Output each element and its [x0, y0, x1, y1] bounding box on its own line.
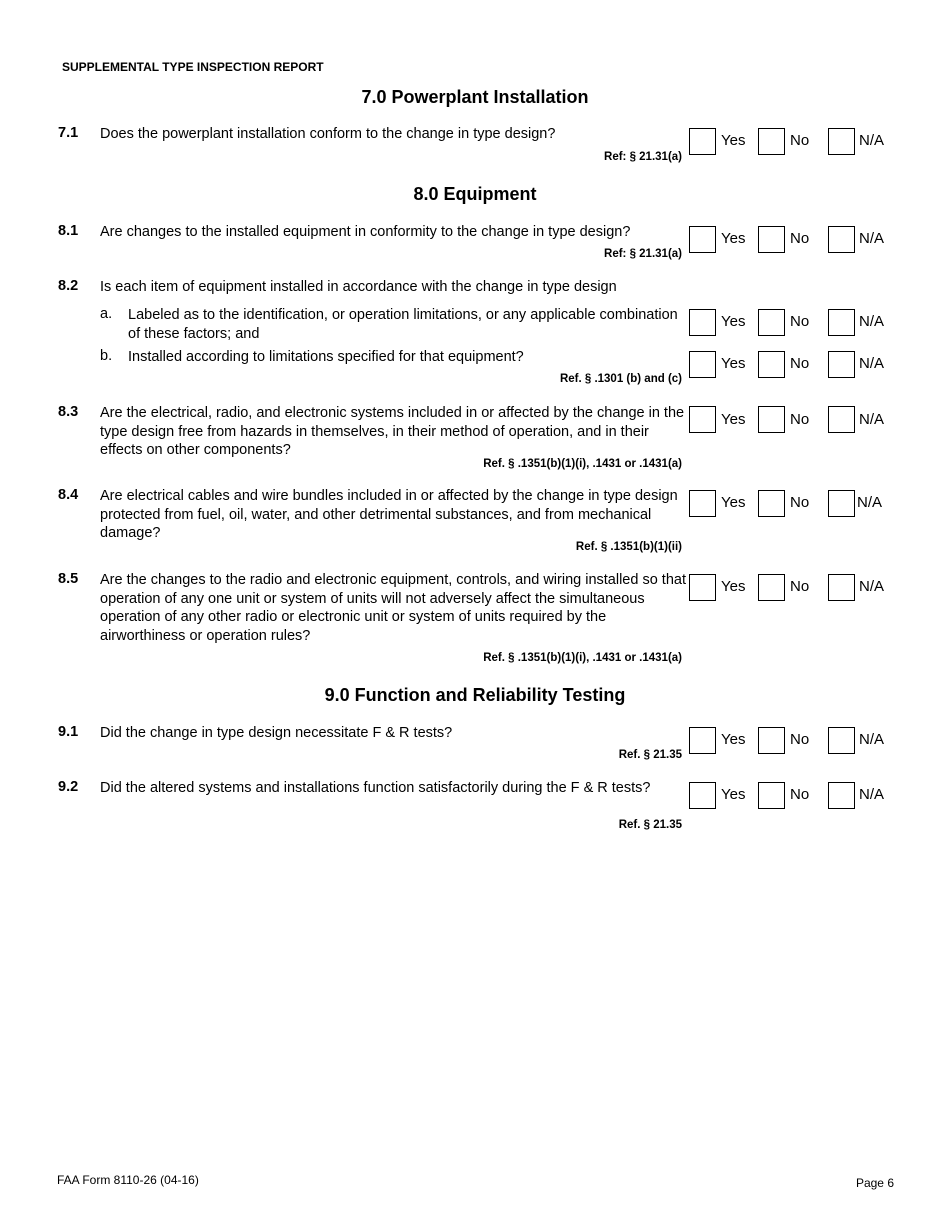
question-text-9-2: Did the altered systems and installations function satisfactorily during the F & R tests?	[100, 780, 651, 796]
reference-7-1: Ref: § 21.31(a)	[604, 151, 682, 163]
reference-9-2: Ref. § 21.35	[618, 819, 682, 831]
question-text-8-4: Are electrical cables and wire bundles included in or affected by the change in type design protected from fuel, oil, water, and other detrimental substances, and from mechanical damage?	[100, 488, 678, 542]
form-title: SUPPLEMENTAL TYPE INSPECTION REPORT	[62, 60, 324, 74]
label-7-1-yes: Yes	[721, 132, 746, 149]
checkbox-8-2-a-yes[interactable]	[689, 309, 716, 336]
checkbox-8-5-yes[interactable]	[689, 574, 716, 601]
label-9-1-no: No	[790, 731, 810, 748]
reference-9-1: Ref. § 21.35	[618, 749, 682, 761]
checkbox-8-2-b-yes[interactable]	[689, 351, 716, 378]
label-8-1-yes: Yes	[721, 230, 746, 247]
label-8-5-no: No	[790, 578, 810, 595]
reference-8-4: Ref. § .1351(b)(1)(ii)	[575, 541, 682, 553]
checkbox-8-2-b-na[interactable]	[828, 351, 855, 378]
label-8-1-no: No	[790, 230, 810, 247]
checkbox-8-4-yes[interactable]	[689, 490, 716, 517]
checkbox-8-4-no[interactable]	[758, 490, 785, 517]
checkbox-9-2-no[interactable]	[758, 782, 785, 809]
label-7-1-na: N/A	[859, 132, 885, 149]
label-8-4-no: No	[790, 494, 810, 511]
checkbox-8-1-no[interactable]	[758, 226, 785, 253]
checkbox-8-2-a-na[interactable]	[828, 309, 855, 336]
question-number-8-5: 8.5	[58, 571, 79, 587]
question-number-7-1: 7.1	[58, 125, 79, 141]
checkbox-7-1-no[interactable]	[758, 128, 785, 155]
label-8-1-na: N/A	[859, 230, 885, 247]
label-8-2-a-na: N/A	[859, 313, 885, 330]
checkbox-8-1-yes[interactable]	[689, 226, 716, 253]
checkbox-9-1-na[interactable]	[828, 727, 855, 754]
reference-8-5: Ref. § .1351(b)(1)(i), .1431 or .1431(a)	[483, 652, 682, 664]
label-9-2-no: No	[790, 786, 810, 803]
question-text-7-1: Does the powerplant installation conform to the change in type design?	[100, 126, 556, 142]
subitem-text-8-2-a: Labeled as to the identification, or operation limitations, or any applicable combination of these factors; and	[128, 307, 678, 342]
checkbox-9-2-yes[interactable]	[689, 782, 716, 809]
checkbox-7-1-na[interactable]	[828, 128, 855, 155]
checkbox-8-4-na[interactable]	[828, 490, 855, 517]
reference-8-3: Ref. § .1351(b)(1)(i), .1431 or .1431(a)	[483, 458, 682, 470]
subitem-text-8-2-b: Installed according to limitations specified for that equipment?	[128, 349, 524, 365]
label-8-2-b-na: N/A	[859, 355, 885, 372]
label-8-4-na: N/A	[857, 494, 883, 511]
reference-8-2: Ref. § .1301 (b) and (c)	[559, 373, 682, 385]
subitem-letter-8-2-b: b.	[100, 348, 113, 364]
form-number: FAA Form 8110-26 (04-16)	[57, 1173, 199, 1187]
label-9-1-yes: Yes	[721, 731, 746, 748]
checkbox-9-1-yes[interactable]	[689, 727, 716, 754]
checkbox-9-1-no[interactable]	[758, 727, 785, 754]
label-7-1-no: No	[790, 132, 810, 149]
label-9-2-na: N/A	[859, 786, 885, 803]
section-heading-9: 9.0 Function and Reliability Testing	[324, 685, 626, 705]
label-8-2-b-yes: Yes	[721, 355, 746, 372]
checkbox-8-5-na[interactable]	[828, 574, 855, 601]
question-text-8-1: Are changes to the installed equipment in conformity to the change in type design?	[100, 224, 631, 240]
question-number-8-3: 8.3	[58, 404, 79, 420]
checkbox-8-2-a-no[interactable]	[758, 309, 785, 336]
section-heading-7: 7.0 Powerplant Installation	[361, 87, 589, 107]
question-number-9-1: 9.1	[58, 724, 79, 740]
reference-8-1: Ref: § 21.31(a)	[604, 248, 682, 260]
label-8-4-yes: Yes	[721, 494, 746, 511]
question-number-8-4: 8.4	[58, 487, 79, 503]
section-heading-8: 8.0 Equipment	[413, 184, 537, 204]
label-8-5-yes: Yes	[721, 578, 746, 595]
question-number-8-1: 8.1	[58, 223, 79, 239]
question-text-8-5: Are the changes to the radio and electronic equipment, controls, and wiring installed so that operation of any one unit or system of units will not adversely affect the simultaneous operation of any other radio or electronic unit or system of units required by the airworthiness or operation rules?	[100, 572, 686, 644]
checkbox-8-2-b-no[interactable]	[758, 351, 785, 378]
label-9-1-na: N/A	[859, 731, 885, 748]
question-text-8-2: Is each item of equipment installed in accordance with the change in type design	[100, 279, 617, 295]
label-8-2-a-yes: Yes	[721, 313, 746, 330]
label-8-3-yes: Yes	[721, 411, 746, 428]
checkbox-7-1-yes[interactable]	[689, 128, 716, 155]
checkbox-8-3-no[interactable]	[758, 406, 785, 433]
question-number-9-2: 9.2	[58, 779, 79, 795]
checkbox-8-1-na[interactable]	[828, 226, 855, 253]
label-8-2-a-no: No	[790, 313, 810, 330]
question-text-9-1: Did the change in type design necessitate F & R tests?	[100, 725, 453, 741]
checkbox-8-3-na[interactable]	[828, 406, 855, 433]
label-8-5-na: N/A	[859, 578, 885, 595]
label-9-2-yes: Yes	[721, 786, 746, 803]
checkbox-8-5-no[interactable]	[758, 574, 785, 601]
label-8-2-b-no: No	[790, 355, 810, 372]
checkbox-9-2-na[interactable]	[828, 782, 855, 809]
question-number-8-2: 8.2	[58, 278, 79, 294]
page-number: Page 6	[855, 1176, 894, 1190]
subitem-letter-8-2-a: a.	[100, 306, 113, 322]
checkbox-8-3-yes[interactable]	[689, 406, 716, 433]
question-text-8-3: Are the electrical, radio, and electronic systems included in or affected by the change in the type design free from hazards in themselves, in their method of operation, and in their effects on other components?	[100, 405, 685, 459]
label-8-3-na: N/A	[859, 411, 885, 428]
label-8-3-no: No	[790, 411, 810, 428]
